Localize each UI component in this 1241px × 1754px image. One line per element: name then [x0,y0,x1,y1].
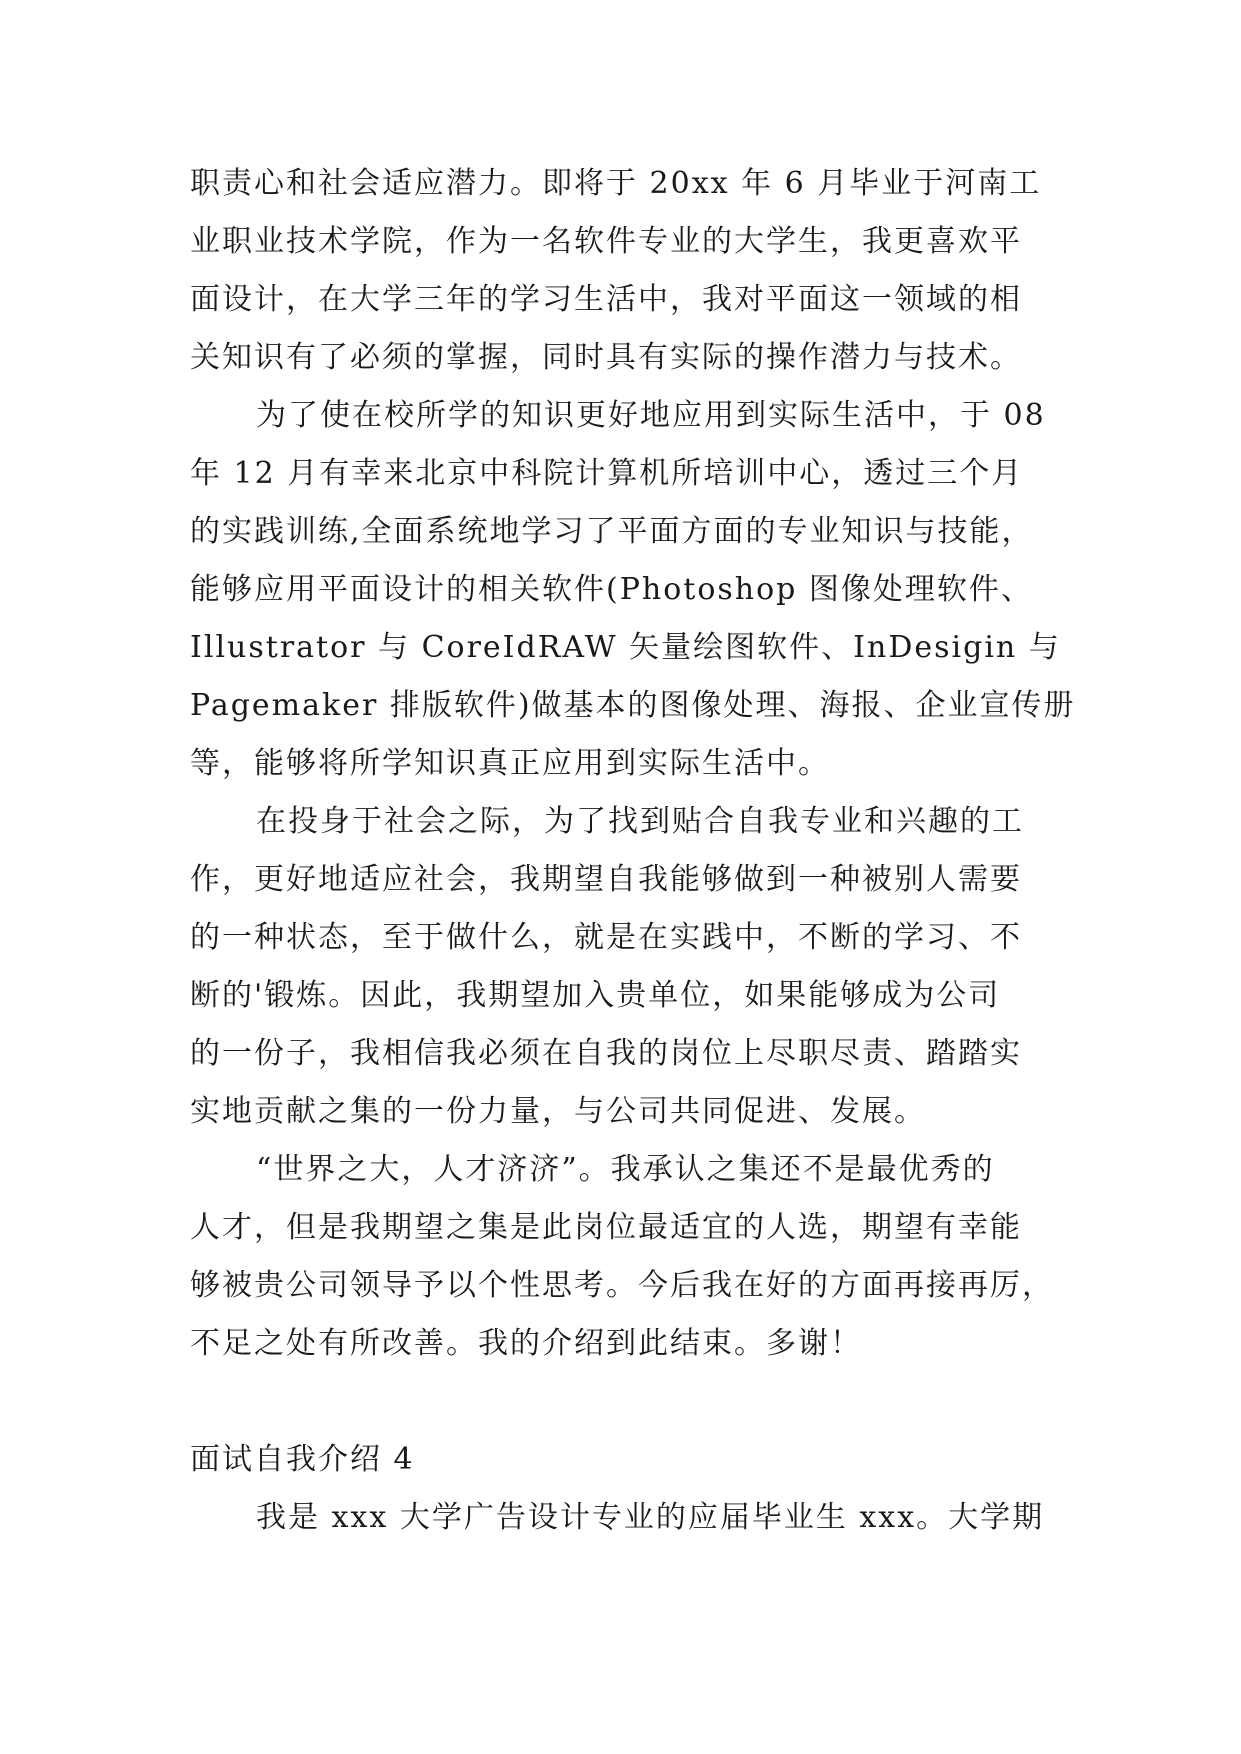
paragraph-line: 作，更好地适应社会，我期望自我能够做到一种被别人需要 [190,862,1022,897]
paragraph-line: “世界之大，人才济济”。我承认之集还不是最优秀的 [256,1152,995,1187]
paragraph-line: 断的'锻炼。因此，我期望加入贵单位，如果能够成为公司 [190,978,1001,1013]
paragraph-line: 的实践训练,全面系统地学习了平面方面的专业知识与技能， [190,514,1034,549]
paragraph-line: 职责心和社会适应潜力。即将于 20xx 年 6 月毕业于河南工 [190,166,1042,201]
paragraph-line: Pagemaker 排版软件)做基本的图像处理、海报、企业宣传册 [190,688,1076,723]
paragraph-line: 面设计，在大学三年的学习生活中，我对平面这一领域的相 [190,282,1022,317]
paragraph-line: 的一种状态，至于做什么，就是在实践中，不断的学习、不 [190,920,1022,955]
paragraph-line: 实地贡献之集的一份力量，与公司共同促进、发展。 [190,1094,926,1129]
paragraph-line: Illustrator 与 CoreIdRAW 矢量绘图软件、InDesigin 与 [190,630,1061,665]
paragraph-line: 的一份子，我相信我必须在自我的岗位上尽职尽责、踏踏实 [190,1036,1022,1071]
paragraph-line: 等，能够将所学知识真正应用到实际生活中。 [190,746,830,781]
paragraph-line: 不足之处有所改善。我的介绍到此结束。多谢！ [190,1326,862,1361]
paragraph-line: 业职业技术学院，作为一名软件专业的大学生，我更喜欢平 [190,224,1022,259]
paragraph-line: 人才，但是我期望之集是此岗位最适宜的人选，期望有幸能 [190,1210,1022,1245]
paragraph-line: 能够应用平面设计的相关软件(Photoshop 图像处理软件、 [190,572,1033,607]
paragraph-line: 够被贵公司领导予以个性思考。今后我在好的方面再接再厉， [190,1268,1054,1303]
paragraph-line: 我是 xxx 大学广告设计专业的应届毕业生 xxx。大学期 [256,1500,1045,1535]
section-heading: 面试自我介绍 4 [190,1442,415,1477]
paragraph-line: 在投身于社会之际，为了找到贴合自我专业和兴趣的工 [256,804,1024,839]
paragraph-line: 为了使在校所学的知识更好地应用到实际生活中，于 08 [256,398,1046,433]
paragraph-line: 关知识有了必须的掌握，同时具有实际的操作潜力与技术。 [190,340,1022,375]
paragraph-line: 年 12 月有幸来北京中科院计算机所培训中心，透过三个月 [190,456,1024,491]
